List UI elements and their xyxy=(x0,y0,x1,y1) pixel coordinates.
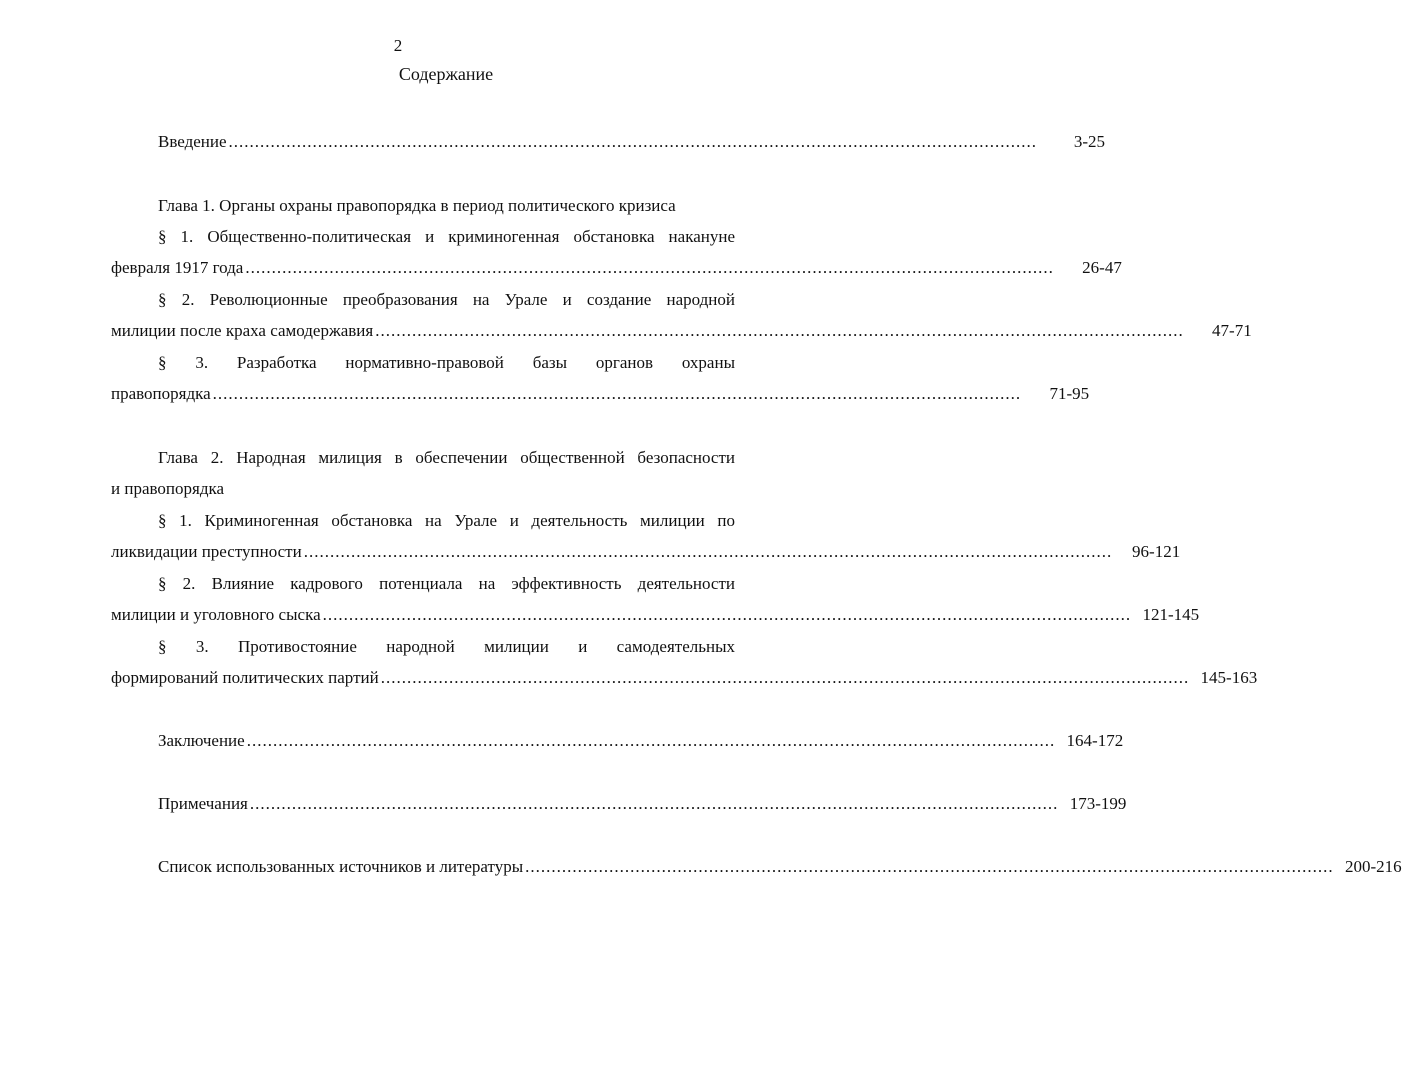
section-title-line: § 1. Криминогенная обстановка на Урале и деятельность милиции по xyxy=(158,511,735,530)
chapter-2-section-3-cont[interactable] xyxy=(111,662,1258,693)
leader-dots: .......................................................................................................................................................... xyxy=(228,132,1038,151)
section-title-line: § 3. Противостояние народной милиции и самодеятельных xyxy=(158,637,735,656)
chapter-1-section-3[interactable] xyxy=(111,347,735,378)
toc-entry-conclusion[interactable] xyxy=(111,725,1124,756)
chapter-2-heading-cont[interactable] xyxy=(111,473,735,504)
section-title-line: § 1. Общественно-политическая и криминогенная обстановка накануне xyxy=(158,227,735,246)
chapter-2-section-2-cont[interactable] xyxy=(111,599,1200,630)
chapter-1-heading[interactable] xyxy=(111,190,735,221)
chapter-1-section-2[interactable] xyxy=(111,284,735,315)
chapter-1-section-1[interactable] xyxy=(111,221,735,252)
toc-entry-pages: 164-172 xyxy=(1066,731,1124,750)
toc-entry-pages: 47-71 xyxy=(1212,321,1252,340)
chapter-2-section-2[interactable] xyxy=(111,568,735,599)
toc-entry-label: Введение xyxy=(158,132,227,151)
toc-entry-pages: 121-145 xyxy=(1142,605,1200,624)
chapter-1-section-1-cont[interactable] xyxy=(111,252,1122,283)
section-title-line: § 3. Разработка нормативно-правовой базы органов охраны xyxy=(158,353,735,372)
leader-dots: .......................................................................................................................................................... xyxy=(525,857,1334,876)
toc-entry-pages: 71-95 xyxy=(1049,384,1090,403)
section-title-line: милиции после краха самодержавия xyxy=(111,321,374,340)
section-title-line: правопорядка xyxy=(111,384,211,403)
toc-entry-pages: 26-47 xyxy=(1082,258,1122,277)
section-title-line: милиции и уголовного сыска xyxy=(111,605,321,624)
leader-dots: .......................................................................................................................................................... xyxy=(375,321,1184,340)
section-title-line: формирований политических партий xyxy=(111,668,379,687)
toc-title: Содержание xyxy=(398,64,494,84)
toc-entry-notes[interactable] xyxy=(111,788,1127,819)
leader-dots: .......................................................................................................................................................... xyxy=(249,794,1059,813)
toc-entry-label: Список использованных источников и литературы xyxy=(158,857,524,876)
section-title-line: февраля 1917 года xyxy=(111,258,244,277)
leader-dots: .......................................................................................................................................................... xyxy=(322,605,1132,624)
section-title-line: § 2. Революционные преобразования на Урале и создание народной xyxy=(158,290,735,309)
chapter-1-section-2-cont[interactable] xyxy=(111,315,1252,346)
leader-dots: .......................................................................................................................................................... xyxy=(303,542,1113,561)
chapter-1-section-3-cont[interactable] xyxy=(111,378,1090,409)
leader-dots: .......................................................................................................................................................... xyxy=(245,258,1054,277)
toc-entry-pages: 96-121 xyxy=(1132,542,1181,561)
chapter-2-section-3[interactable] xyxy=(111,631,735,662)
toc-entry-label: Примечания xyxy=(158,794,248,813)
toc-entry-pages: 173-199 xyxy=(1069,794,1127,813)
chapter-2-section-1-cont[interactable] xyxy=(111,536,1181,567)
section-title-line: § 2. Влияние кадрового потенциала на эффективность деятельности xyxy=(158,574,735,593)
leader-dots: .......................................................................................................................................................... xyxy=(246,731,1056,750)
toc-entry-pages: 200-216 xyxy=(1344,857,1402,876)
leader-dots: .......................................................................................................................................................... xyxy=(212,384,1022,403)
leader-dots: .......................................................................................................................................................... xyxy=(380,668,1190,687)
chapter-heading-text: Глава 1. Органы охраны правопорядка в период политического кризиса xyxy=(158,196,676,215)
chapter-heading-text: Глава 2. Народная милиция в обеспечении общественной безопасности xyxy=(158,448,735,467)
toc-entry-intro[interactable] xyxy=(111,126,1106,157)
section-title-line: ликвидации преступности xyxy=(111,542,302,561)
toc-entry-label: Заключение xyxy=(158,731,245,750)
chapter-2-section-1[interactable] xyxy=(111,505,735,536)
chapter-2-heading[interactable] xyxy=(111,442,735,473)
chapter-heading-text: и правопорядка xyxy=(111,479,225,498)
toc-entry-pages: 145-163 xyxy=(1200,668,1258,687)
toc-entry-sources[interactable] xyxy=(111,851,1402,882)
toc-entry-pages: 3-25 xyxy=(1073,132,1106,151)
page-number: 2 xyxy=(393,36,403,55)
